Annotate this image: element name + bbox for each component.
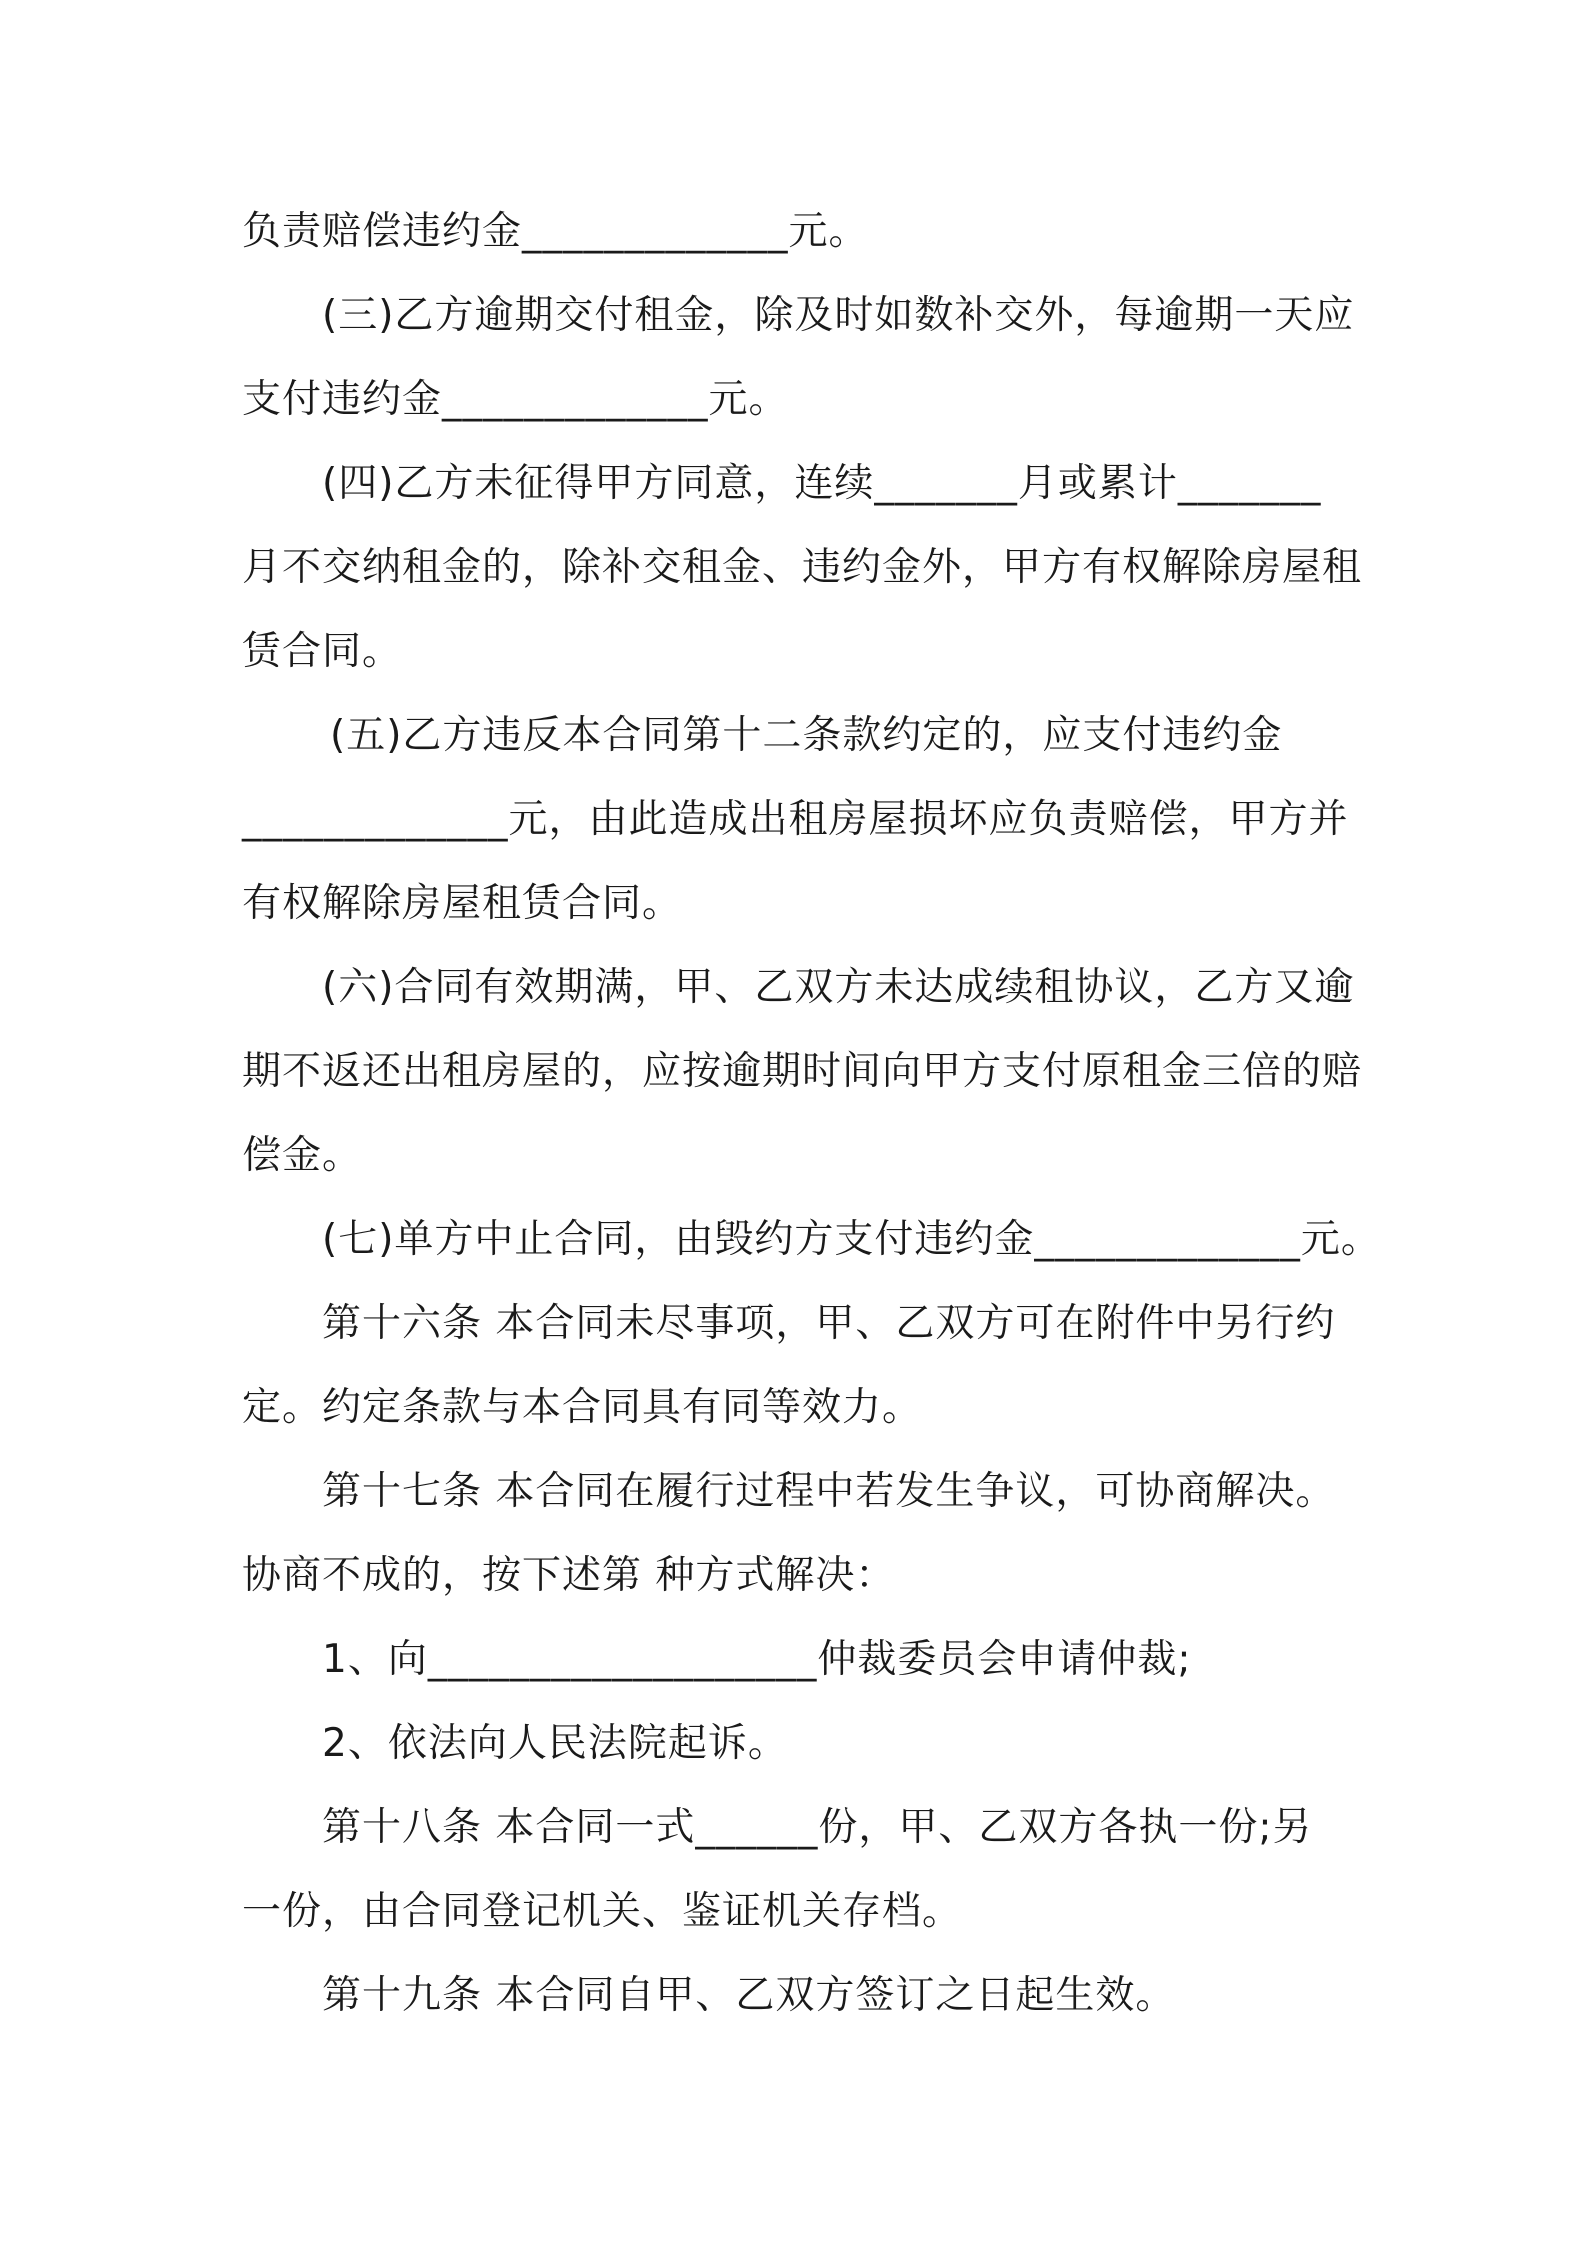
text-line: 有权解除房屋租赁合同。: [242, 881, 683, 926]
text-line: 协商不成的，按下述第 种方式解决：: [242, 1553, 896, 1598]
document-body: [242, 190, 1381, 2038]
text-line: 第十八条 本合同一式______份，甲、乙双方各执一份;另: [322, 1805, 1313, 1850]
text-line: (五)乙方违反本合同第十二条款约定的，应支付违约金: [330, 713, 1283, 758]
text-line: 定。约定条款与本合同具有同等效力。: [242, 1385, 923, 1430]
text-line: 第十七条 本合同在履行过程中若发生争议，可协商解决。: [322, 1469, 1336, 1514]
text-line: (四)乙方未征得甲方同意，连续_______月或累计_______: [322, 461, 1322, 506]
text-line: 1、向___________________仲裁委员会申请仲裁;: [322, 1637, 1192, 1682]
text-line: 赁合同。: [242, 629, 403, 674]
text-line: 期不返还出租房屋的，应按逾期时间向甲方支付原租金三倍的赔: [242, 1049, 1363, 1094]
text-line: (三)乙方逾期交付租金，除及时如数补交外，每逾期一天应: [322, 293, 1355, 338]
text-line: 偿金。: [242, 1133, 363, 1178]
text-line: (六)合同有效期满，甲、乙双方未达成续租协议，乙方又逾: [322, 965, 1355, 1010]
text-line: 第十六条 本合同未尽事项，甲、乙双方可在附件中另行约: [322, 1301, 1336, 1346]
text-line: 第十九条 本合同自甲、乙双方签订之日起生效。: [322, 1973, 1176, 2018]
text-line: 一份，由合同登记机关、鉴证机关存档。: [242, 1889, 963, 1934]
text-line: 支付违约金_____________元。: [242, 377, 789, 422]
text-line: (七)单方中止合同，由毁约方支付违约金_____________元。: [322, 1217, 1381, 1262]
text-line: 月不交纳租金的，除补交租金、违约金外，甲方有权解除房屋租: [242, 545, 1363, 590]
text-line: _____________元，由此造成出租房屋损坏应负责赔偿，甲方并: [242, 797, 1349, 842]
text-line: 负责赔偿违约金_____________元。: [242, 209, 869, 254]
text-line: 2、依法向人民法院起诉。: [322, 1721, 788, 1766]
